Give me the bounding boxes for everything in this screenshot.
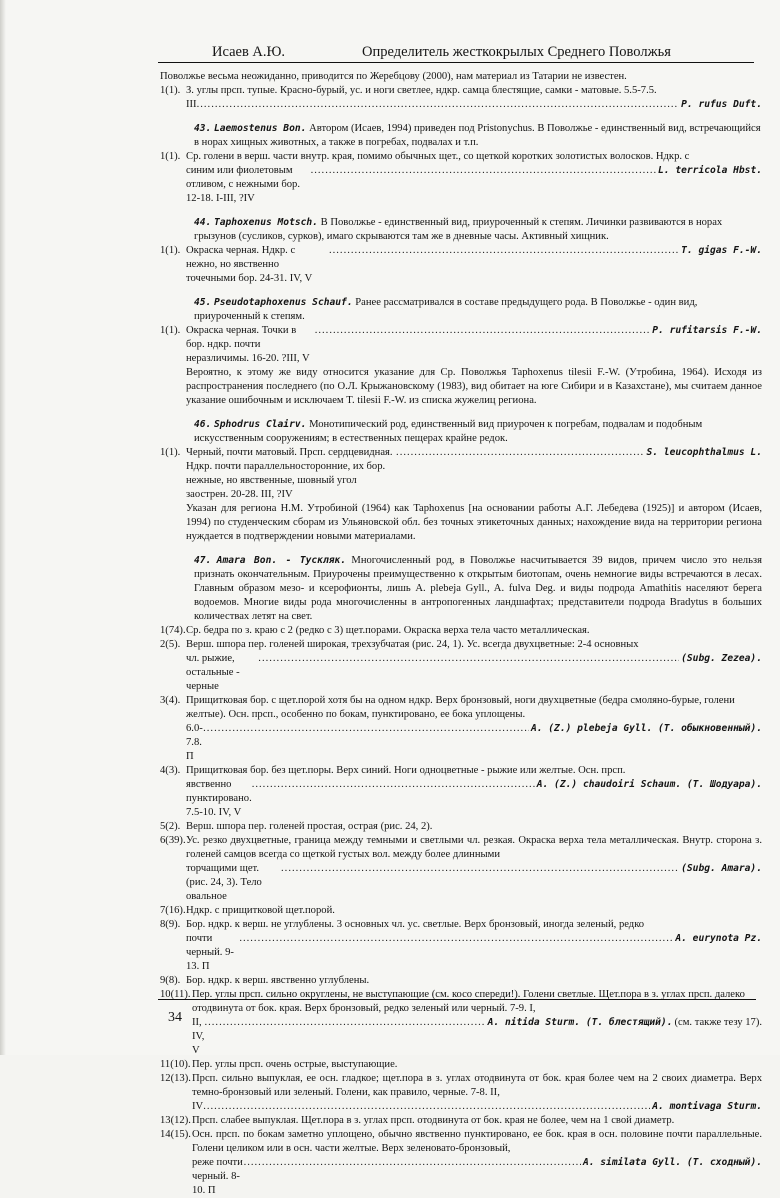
genus-number: 43. [194, 123, 212, 134]
key-text-end: 6.0-7.8. П [186, 723, 203, 762]
key-text: Бор. ндкр. к верш. не углублены. 3 основных чл. ус. светлые. Верх бронзовый, иногда зеленый, редко [186, 919, 645, 930]
key-entry [160, 918, 762, 974]
key-text: Прсп. слабее выпуклая. Щет.пора в з. углах прсп. отодвинута от бок. края не более, чем на 1 свой диаметр. [192, 1115, 675, 1126]
key-number: 3(4). [160, 695, 181, 706]
key-result-line [186, 324, 762, 366]
key-result-line [186, 244, 762, 286]
leader-dots [244, 1156, 581, 1170]
genus-name: Taphoxenus Motsch. [213, 217, 318, 228]
key-number: 6(39). [160, 835, 186, 846]
leader-dots [396, 446, 644, 460]
species-name: P. rufitarsis F.-W. [652, 325, 762, 336]
key-text: Прищитковая бор. без щет.поры. Верх синий. Ноги одноцветные - рыжие или желтые. Осн. прсп. [186, 765, 626, 776]
key-text: З. углы прсп. тупые. Красно-бурый, ус. и ноги светлее, ндкр. самца блестящие, самки - матовые. 5.5-7.5. [186, 85, 657, 96]
key-text: Прищитковая бор. с щет.порой хотя бы на одном ндкр. Верх бронзовый, ноги двухцветные (бедра смоляно-бурые, голени желтые). Осн. прсп., особенно по бокам, пунктировано, ее бока уплощены. [186, 695, 735, 720]
genus-paragraph [160, 554, 762, 624]
leader-dots [329, 244, 679, 258]
key-text: Бор. ндкр. к верш. явственно углублены. [186, 975, 370, 986]
key-number: 2(5). [160, 639, 181, 650]
key-entry [160, 834, 762, 904]
key-number: 1(1). [160, 85, 181, 96]
leader-dots [203, 1100, 650, 1114]
key-entry [160, 694, 762, 764]
key-note: Указан для региона Н.М. Утробиной (1964) как Taphoxenus [на основании работы А.Г. Лебедева (1925)] и автором (Исаев, 1994) по студенческим сборам из Ульяновской обл. без точных этикеточных данных; нахождение вида на территории региона нуждается в подтверждении новыми материалами. [186, 503, 762, 542]
key-number: 1(1). [160, 245, 181, 256]
genus-text: Монотипический род, единственный вид приурочен к погребам, подвалам и подобным искусственным сооружениям; в естественных пещерах крайне редок. [194, 419, 703, 444]
genus-text: Многочисленный род, в Поволжье насчитывается 39 видов, причем число это нельзя признать окончательным. Приурочены преимущественно к открытым биотопам, очень немногие виды встречаются в лесах. Главным образом мезо- и ксерофионты, лишь A. plebeja Gyll., A. fulva Deg. и виды подрода Amathitis населяют берега водоемов. Многие виды рода многочисленны в антропогенных ландшафтах; представители подрода Bradytus в больших количествах летят на свет. [194, 555, 762, 622]
key-result-line [186, 778, 762, 820]
species-name: A. eurynota Pz. [675, 933, 762, 944]
header-author: Исаев А.Ю. [212, 44, 286, 60]
key-number: 13(12). [160, 1115, 191, 1126]
leader-dots [258, 652, 679, 666]
subgenus-name: (Subg. Amara). [681, 863, 762, 874]
genus-paragraph [160, 296, 762, 324]
genus-name: Amara Bon. - Тускляк. [216, 555, 347, 566]
key-result-line [186, 932, 762, 974]
key-result-line [192, 1016, 762, 1058]
leader-dots [239, 932, 673, 946]
key-text-end: синим или фиолетовым отливом, с нежными бор. 12-18. I-III, ?IV [186, 165, 300, 204]
key-result-line [186, 652, 762, 694]
key-number: 5(2). [160, 821, 181, 832]
key-number: 9(8). [160, 975, 181, 986]
key-text-end: реже почти черный. 8-10. П [192, 1157, 243, 1196]
key-number: 12(13). [160, 1073, 191, 1084]
key-text: Осн. прсп. по бокам заметно уплощено, обычно явственно пунктировано, ее бок. края в осн. половине почти параллельные. Голени целиком или в осн. части желтые. Верх зеленовато-бронзовый, [192, 1129, 762, 1154]
cross-reference: (см. также тезу 17). [674, 1017, 762, 1028]
subgenus-name: (Subg. Zezea). [681, 653, 762, 664]
key-number: 1(1). [160, 447, 181, 458]
key-text-end: Окраска черная. Точки в бор. ндкр. почти неразличимы. 16-20. ?III, V [186, 325, 310, 364]
leader-dots [204, 1016, 485, 1030]
key-number: 7(16). [160, 905, 186, 916]
key-text-end: II, IV, V [192, 1017, 205, 1056]
genus-number: 47. [194, 555, 212, 566]
leader-dots [281, 862, 679, 876]
key-text-end: торчащими щет. (рис. 24, 3). Тело овальное [186, 863, 262, 902]
key-entry [160, 446, 762, 544]
species-name: A. nitida Sturm. (T. блестящий). [487, 1017, 673, 1028]
key-text: Ср. бедра по з. краю с 2 (редко с 3) щет.порами. Окраска верха тела часто металлическая. [186, 625, 590, 636]
key-text: Верш. шпора пер. голеней простая, острая (рис. 24, 2). [186, 821, 433, 832]
genus-name: Sphodrus Clairv. [213, 419, 307, 430]
species-name: A. (Z.) plebeja Gyll. (T. обыкновенный). [530, 723, 762, 734]
leader-dots [203, 722, 529, 736]
running-header [158, 40, 754, 63]
key-result-line [186, 164, 762, 206]
scan-edge [0, 0, 6, 1055]
genus-name: Pseudotaphoxenus Schauf. [213, 297, 353, 308]
key-text-end: явственно пунктировано. 7.5-10. IV, V [186, 779, 252, 818]
key-entry [160, 150, 762, 206]
footer-rule [158, 999, 756, 1000]
species-name: A. montivaga Sturm. [652, 1101, 762, 1112]
key-entry [160, 244, 762, 286]
page-body [160, 70, 762, 1198]
species-name: T. gigas F.-W. [681, 245, 762, 256]
genus-paragraph [160, 418, 762, 446]
key-text: Верш. шпора пер. голеней широкая, трехзубчатая (рис. 24, 1). Ус. всегда двухцветные: 2-4 основных [186, 639, 639, 650]
genus-text: Ранее рассматривался в составе предыдущего рода. В Поволжье - один вид, приуроченный к степям. [194, 297, 698, 322]
key-entry [160, 324, 762, 408]
key-entry [160, 638, 762, 694]
genus-text: Автором (Исаев, 1994) приведен под Pristonychus. В Поволжье - единственный вид, встречающийся в норах хищных животных, а также в погребах, подвалах и т.п. [194, 123, 761, 148]
paragraph: Поволжье весьма неожиданно, приводится по Жеребцову (2000), нам материал из Татарии не известен. [160, 71, 627, 82]
key-number: 11(10). [160, 1059, 191, 1070]
key-note: Вероятно, к этому же виду относится указание для Ср. Поволжья Taphoxenus tilesii F.-W. (Утробина, 1964). Исходя из распространения последнего (по О.Л. Крыжановскому (1983), вид обитает на юге Сибири и в Казахстане), мы считаем данное указание ошибочным и исключаем T. tilesii F.-W. из списка жужелиц региона. [186, 367, 762, 406]
key-text-end: III [186, 99, 197, 110]
key-entry [160, 904, 762, 918]
genus-number: 45. [194, 297, 212, 308]
species-name: P. rufus Duft. [681, 99, 762, 110]
genus-text: В Поволжье - единственный вид, приуроченный к степям. Личинки развиваются в норах грызунов (сусликов, сурков), имаго скрываются там же в дневные часы. Активный хищник. [194, 217, 723, 242]
key-number: 1(1). [160, 151, 181, 162]
key-entry [160, 1058, 762, 1072]
key-result-line [186, 98, 762, 112]
key-text-end: чл. рыжие, остальные - черные [186, 653, 240, 692]
key-result-line [186, 446, 762, 502]
leader-dots [311, 164, 656, 178]
key-entry [160, 1128, 762, 1198]
key-text-end: почти черный. 9-13. П [186, 933, 234, 972]
genus-paragraph [160, 216, 762, 244]
key-entry [160, 764, 762, 820]
leader-dots [252, 778, 535, 792]
page-number: 34 [168, 1010, 182, 1025]
key-entry [160, 84, 762, 112]
genus-number: 44. [194, 217, 212, 228]
key-text: Ус. резко двухцветные, граница между темными и светлыми чл. резкая. Окраска верха тела металлическая. Внутр. сторона з. голеней самцов всегда со щеткой густых вол. между более длинными [186, 835, 762, 860]
key-text-end: Черный, почти матовый. Прсп. сердцевидная. Ндкр. почти параллельносторонние, их бор. нежные, но явственные, шовный угол заострен. 20-28. III, ?IV [186, 447, 393, 500]
key-result-line [192, 1100, 762, 1114]
key-entry [160, 624, 762, 638]
key-number: 8(9). [160, 919, 181, 930]
key-result-line [186, 722, 762, 764]
species-name: L. terricola Hbst. [658, 165, 762, 176]
key-text: Прсп. сильно выпуклая, ее осн. гладкое; щет.пора в з. углах отодвинута от бок. края более чем на 2 своих диаметра. Верх темно-бронзовый или зеленый. Голени, как правило, черные. 7-8. II, [192, 1073, 762, 1098]
key-number: 1(74). [160, 625, 186, 636]
leader-dots [315, 324, 651, 338]
key-text: Ср. голени в верш. части внутр. края, помимо обычных щет., со щеткой коротких золотистых волосков. Ндкр. с [186, 151, 690, 162]
genus-number: 46. [194, 419, 212, 430]
key-result-line [186, 862, 762, 904]
key-entry [160, 1072, 762, 1114]
key-text: Пер. углы прсп. сильно округлены, не выступающие (см. косо спереди!). Голени светлые. Щет.пора в з. углах прсп. далеко отодвинута от бок. края. Верх бронзовый, редко зеленый или черный. 7-9. I, [192, 989, 745, 1014]
key-entry [160, 820, 762, 834]
key-text: Пер. углы прсп. очень острые, выступающие. [192, 1059, 398, 1070]
genus-name: Laemostenus Bon. [213, 123, 307, 134]
key-number: 10(11). [160, 989, 191, 1000]
key-number: 14(15). [160, 1129, 191, 1140]
header-book-title: Определитель жесткокрылых Среднего Поволжья [362, 44, 671, 60]
leader-dots [197, 98, 680, 112]
key-entry [160, 1114, 762, 1128]
key-number: 1(1). [160, 325, 181, 336]
species-name: A. similata Gyll. (T. сходный). [582, 1157, 762, 1168]
species-name: S. leucophthalmus L. [646, 447, 762, 458]
key-text: Ндкр. с прищитковой щет.порой. [186, 905, 335, 916]
key-entry [160, 974, 762, 988]
key-number: 4(3). [160, 765, 181, 776]
key-result-line [192, 1156, 762, 1198]
key-text-end: IV [192, 1101, 204, 1112]
key-text-end: Окраска черная. Ндкр. с нежно, но явственно точечными бор. 24-31. IV, V [186, 245, 313, 284]
genus-paragraph [160, 122, 762, 150]
species-name: A. (Z.) chaudoiri Schaum. (T. Шодуара). [536, 779, 762, 790]
